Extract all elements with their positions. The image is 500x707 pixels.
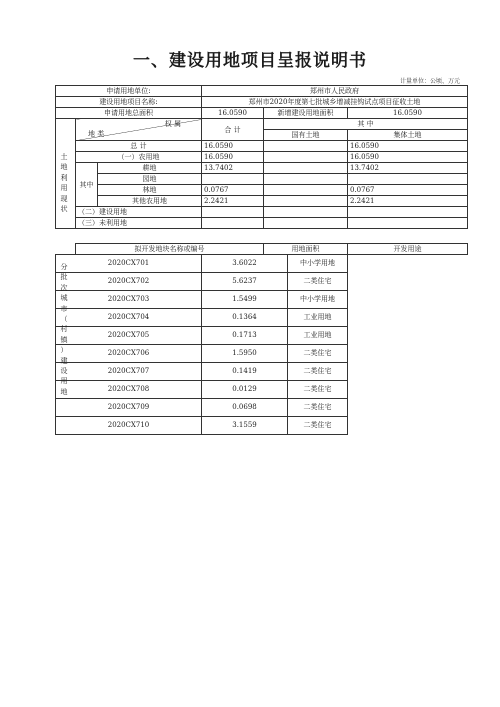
side-char: 建 <box>60 356 68 365</box>
parcel-use: 二类住宅 <box>288 381 348 399</box>
among-label: 其中 <box>76 163 98 207</box>
parcel-use: 二类住宅 <box>288 363 348 381</box>
parcel-name: 2020CX704 <box>56 309 202 327</box>
parcel-area: 0.0698 <box>202 399 288 417</box>
landuse-name: （二）建设用地 <box>76 207 202 218</box>
side-char: （ <box>60 315 68 324</box>
landuse-collective <box>348 174 468 185</box>
landuse-state <box>264 218 348 229</box>
parcel-row <box>56 327 468 345</box>
parcel-use: 二类住宅 <box>288 417 348 435</box>
parcel-area: 1.5950 <box>202 345 288 363</box>
side-char: ） <box>60 346 68 355</box>
landuse-name: 其他农用地 <box>98 196 202 207</box>
landuse-side-label <box>59 152 69 214</box>
area-row <box>56 108 468 119</box>
landuse-state <box>264 152 348 163</box>
parcel-use: 二类住宅 <box>288 273 348 291</box>
side-char: 批 <box>60 273 68 282</box>
parcel-row <box>56 291 468 309</box>
of-which-header: 其 中 <box>264 119 468 130</box>
parcel-name: 2020CX707 <box>56 363 202 381</box>
side-char: 城 <box>60 294 68 303</box>
parcel-area: 3.1559 <box>202 417 288 435</box>
side-char: 利 <box>60 173 68 182</box>
side-char: 用 <box>60 184 68 193</box>
landuse-total: 16.0590 <box>202 141 264 152</box>
parcel-row <box>56 417 468 435</box>
applicant-label: 申请用地单位: <box>56 86 202 97</box>
landuse-row-forest <box>56 185 468 196</box>
parcel-use: 二类住宅 <box>288 399 348 417</box>
landuse-header-1 <box>56 119 468 130</box>
landuse-collective: 16.0590 <box>348 152 468 163</box>
parcel-use-header: 开发用途 <box>348 244 468 255</box>
report-table <box>55 85 468 229</box>
landuse-row-cultivated <box>56 163 468 174</box>
applicant-value: 郑州市人民政府 <box>202 86 468 97</box>
applicant-row <box>56 86 468 97</box>
landuse-state <box>264 163 348 174</box>
parcel-row <box>56 363 468 381</box>
parcel-row <box>56 345 468 363</box>
side-char: 用 <box>60 377 68 386</box>
landuse-total <box>202 207 264 218</box>
side-char: 市 <box>60 304 68 313</box>
landuse-state <box>264 196 348 207</box>
landuse-name: 总 计 <box>76 141 202 152</box>
landuse-total <box>202 218 264 229</box>
parcel-row <box>56 273 468 291</box>
parcel-area: 5.6237 <box>202 273 288 291</box>
parcel-use: 中小学用地 <box>288 291 348 309</box>
project-value: 郑州市2020年度第七批城乡增减挂钩试点项目征收土地 <box>202 97 468 108</box>
rights-label: 权 属 <box>164 120 181 128</box>
landuse-total: 0.0767 <box>202 185 264 196</box>
parcel-use: 中小学用地 <box>288 255 348 273</box>
side-char: 地 <box>60 163 68 172</box>
landuse-collective: 13.7402 <box>348 163 468 174</box>
landuse-name: 林地 <box>98 185 202 196</box>
landuse-total: 16.0590 <box>202 152 264 163</box>
parcel-area: 1.5499 <box>202 291 288 309</box>
side-char: 状 <box>60 205 68 214</box>
parcel-name: 2020CX701 <box>56 255 202 273</box>
parcel-row <box>56 381 468 399</box>
landuse-row-construction <box>56 207 468 218</box>
parcel-header-row <box>56 244 468 255</box>
landuse-row-garden <box>56 174 468 185</box>
side-char: 镇 <box>60 335 68 344</box>
parcel-side-cell <box>56 244 76 255</box>
project-label: 建设用地项目名称: <box>56 97 202 108</box>
parcel-area: 3.6022 <box>202 255 288 273</box>
side-char: 次 <box>60 283 68 292</box>
total-col-header: 合 计 <box>202 119 264 141</box>
landuse-row-other-farm <box>56 196 468 207</box>
landuse-name: （三）未利用地 <box>76 218 202 229</box>
parcel-name: 2020CX702 <box>56 273 202 291</box>
landuse-state <box>264 174 348 185</box>
document-title: 一、建设用地项目呈报说明书 <box>133 51 367 71</box>
landuse-collective: 2.2421 <box>348 196 468 207</box>
landuse-total: 2.2421 <box>202 196 264 207</box>
parcel-area: 0.0129 <box>202 381 288 399</box>
landuse-name: （一）农用地 <box>76 152 202 163</box>
new-area-value: 16.0590 <box>348 108 468 119</box>
parcel-side-label <box>59 262 69 397</box>
parcel-name: 2020CX706 <box>56 345 202 363</box>
collective-col-header: 集体土地 <box>348 130 468 141</box>
category-label: 地 类 <box>88 130 105 138</box>
parcel-name: 2020CX705 <box>56 327 202 345</box>
landuse-collective: 0.0767 <box>348 185 468 196</box>
landuse-collective <box>348 218 468 229</box>
landuse-row-unused <box>56 218 468 229</box>
parcel-name: 2020CX710 <box>56 417 202 435</box>
side-char: 分 <box>60 263 68 271</box>
unit-note: 计量单位：公顷、万元 <box>399 78 460 85</box>
side-char: 设 <box>60 367 68 376</box>
parcel-table <box>55 243 468 435</box>
landuse-state <box>264 185 348 196</box>
landuse-name: 耕地 <box>98 163 202 174</box>
side-char: 村 <box>60 325 68 334</box>
rights-category-header <box>76 119 202 141</box>
landuse-total <box>202 174 264 185</box>
parcel-row <box>56 309 468 327</box>
landuse-row-total <box>56 141 468 152</box>
landuse-state <box>264 141 348 152</box>
project-row <box>56 97 468 108</box>
landuse-collective: 16.0590 <box>348 141 468 152</box>
parcel-area: 0.1713 <box>202 327 288 345</box>
side-char: 地 <box>60 387 68 396</box>
side-char: 现 <box>60 194 68 203</box>
parcel-use: 工业用地 <box>288 309 348 327</box>
parcel-name: 2020CX708 <box>56 381 202 399</box>
landuse-collective <box>348 207 468 218</box>
total-area-label: 申请用地总面积 <box>56 108 202 119</box>
parcel-row <box>56 399 468 417</box>
side-char: 土 <box>60 153 68 161</box>
parcel-name: 2020CX709 <box>56 399 202 417</box>
landuse-row-farmland <box>56 152 468 163</box>
parcel-area: 0.1364 <box>202 309 288 327</box>
parcel-area-header: 用地面积 <box>264 244 348 255</box>
parcel-area: 0.1419 <box>202 363 288 381</box>
total-area-value: 16.0590 <box>202 108 264 119</box>
landuse-state <box>264 207 348 218</box>
parcel-use: 二类住宅 <box>288 345 348 363</box>
new-area-label: 新增建设用地面积 <box>264 108 348 119</box>
landuse-total: 13.7402 <box>202 163 264 174</box>
parcel-use: 工业用地 <box>288 327 348 345</box>
landuse-name: 园地 <box>98 174 202 185</box>
parcel-name: 2020CX703 <box>56 291 202 309</box>
parcel-row <box>56 255 468 273</box>
parcel-name-header: 拟开发地块名称或编号 <box>76 244 264 255</box>
state-col-header: 国有土地 <box>264 130 348 141</box>
